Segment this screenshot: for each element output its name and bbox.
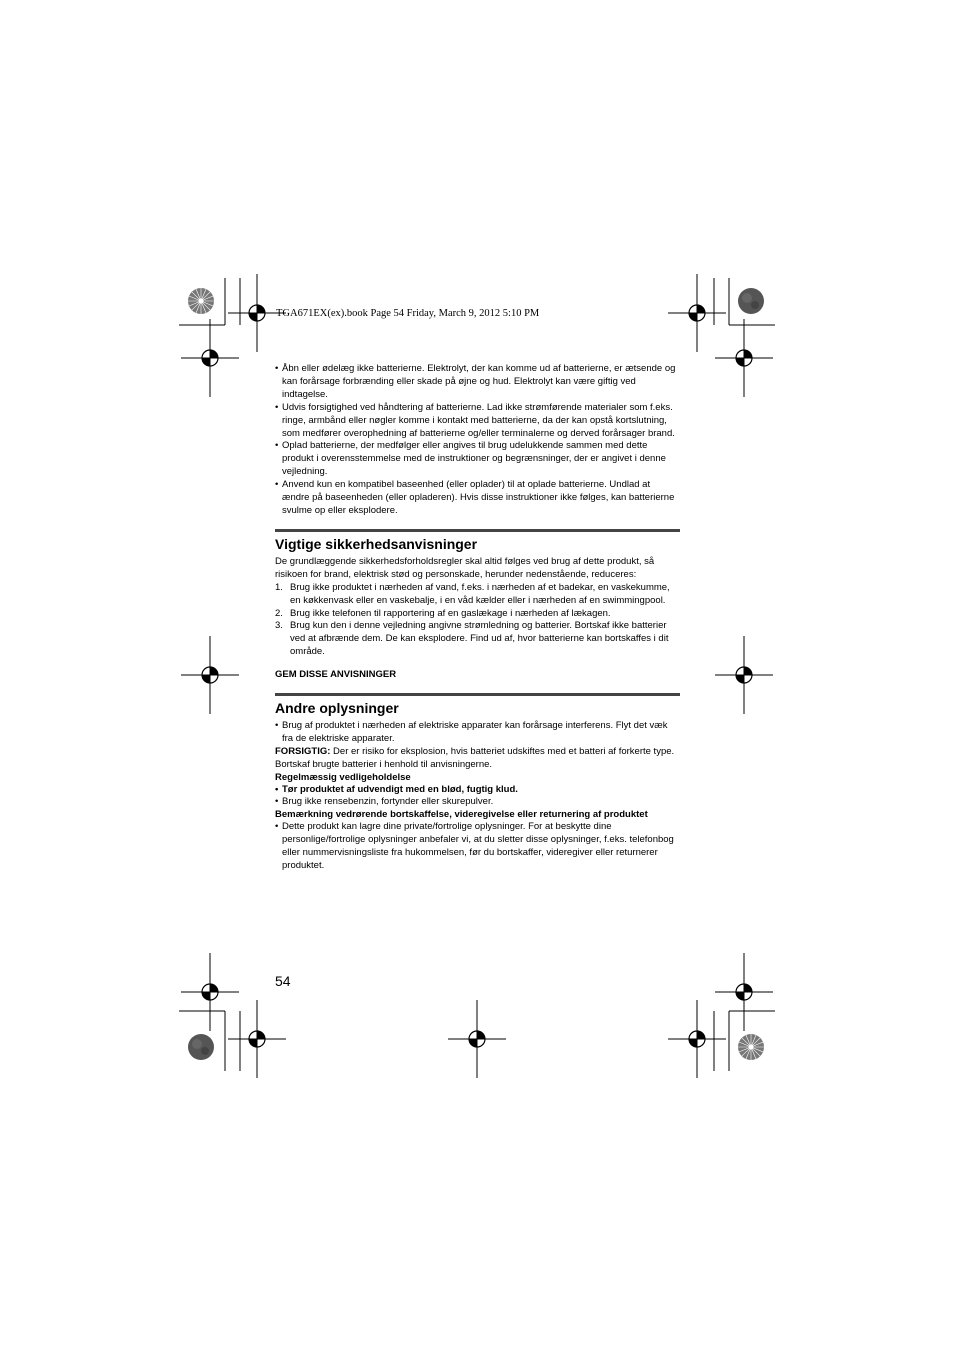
- disposal-heading: Bemærkning vedrørende bortskaffelse, videregivelse eller returnering af produktet: [275, 808, 648, 820]
- caution-label: FORSIGTIG:: [275, 745, 331, 757]
- list-item: • Brug ikke rensebenzin, fortynder eller skurepulver.: [275, 796, 680, 808]
- item-text: Brug kun den i denne vejledning angivne strømledning og batterier. Bortskaf ikke batterier ved at afbrænde dem. De kan eksplodere. Find ud af, hvor batterierne kan bortskaffes i dit område.: [290, 620, 669, 658]
- item-number: 1.: [275, 581, 283, 593]
- list-item: • Tør produktet af udvendigt med en blød, fugtig klud.: [275, 784, 680, 796]
- interference-list: [275, 720, 680, 746]
- maintenance-list: [275, 784, 680, 809]
- section-title-other: Andre oplysninger: [275, 700, 399, 717]
- list-item: • Brug af produktet i nærheden af elektriske apparater kan forårsage interferens. Flyt det væk fra de elektriske apparater.: [275, 720, 680, 746]
- section-divider: [275, 529, 680, 532]
- item-text: Brug ikke telefonen til rapportering af en gaslækage i nærheden af lækagen.: [290, 607, 611, 619]
- disposal-list: [275, 821, 680, 873]
- list-item: • Udvis forsigtighed ved håndtering af batterierne. Lad ikke strømførende materialer som f.eks. ringe, armbånd eller nøgler komme i kontakt med batterierne, da der kan opstå kortslutning, som medfører overophedning af batterierne og/eller terminalerne og derved forårsager brand.: [275, 402, 680, 441]
- list-item: • Oplad batterierne, der medfølger eller angives til brug udelukkende sammen med dette produkt i overensstemmelse med de instruktioner og begrænsninger, der er angivet i denne vejledning.: [275, 440, 680, 479]
- item-number: 2.: [275, 607, 283, 619]
- list-item: • Dette produkt kan lagre dine private/fortrolige oplysninger. For at beskytte dine personlige/fortrolige oplysninger anbefaler vi, at du sletter disse oplysninger, f.eks. telefonbog eller nummervisningsliste fra hukommelsen, før du bortskaffer, videregiver eller returnerer produktet.: [275, 821, 680, 873]
- list-item: [275, 582, 680, 608]
- save-instructions-note: GEM DISSE ANVISNINGER: [275, 669, 397, 681]
- caution-text: Der er risiko for eksplosion, hvis batteriet udskiftes med et batteri af forkerte type. Bortskaf brugte batterier i henhold til anvisningerne.: [275, 745, 675, 770]
- section-title-safety: Vigtige sikkerhedsanvisninger: [275, 535, 478, 552]
- safety-intro: De grundlæggende sikkerhedsforholdsregler skal altid følges ved brug af dette produkt, så risikoen for brand, elektrisk stød og personskade, herunder nedenstående, reduceres:: [275, 555, 655, 580]
- page-number: 54: [275, 973, 291, 989]
- list-item: • Åbn eller ødelæg ikke batterierne. Elektrolyt, der kan komme ud af batterierne, er ætsende og kan forårsage forbrænding eller skade på øjne og hud. Elektrolyt kan være giftig ved indtagelse.: [275, 363, 680, 402]
- page-content: [275, 363, 680, 873]
- list-item: [275, 620, 680, 659]
- maintenance-heading: Regelmæssig vedligeholdelse: [275, 771, 411, 783]
- battery-warnings-list: [275, 363, 680, 518]
- item-number: 3.: [275, 620, 283, 632]
- section-divider: [275, 693, 680, 696]
- list-item: [275, 608, 680, 621]
- book-header-line: TGA671EX(ex).book Page 54 Friday, March 9, 2012 5:10 PM: [276, 308, 540, 319]
- safety-numbered-list: [275, 582, 680, 659]
- item-text: Brug ikke produktet i nærheden af vand, f.eks. i nærheden af et badekar, en vaskekumme, en køkkenvask eller en vaskebalje, i en våd kælder eller i nærheden af en swimmingpool.: [290, 581, 670, 606]
- list-item: • Anvend kun en kompatibel baseenhed (eller oplader) til at oplade batterierne. Undlad at ændre på baseenheden (eller opladeren). Hvis disse instruktioner ikke følges, kan batterierne svulme op eller eksplodere.: [275, 479, 680, 518]
- caution-paragraph: [275, 746, 680, 772]
